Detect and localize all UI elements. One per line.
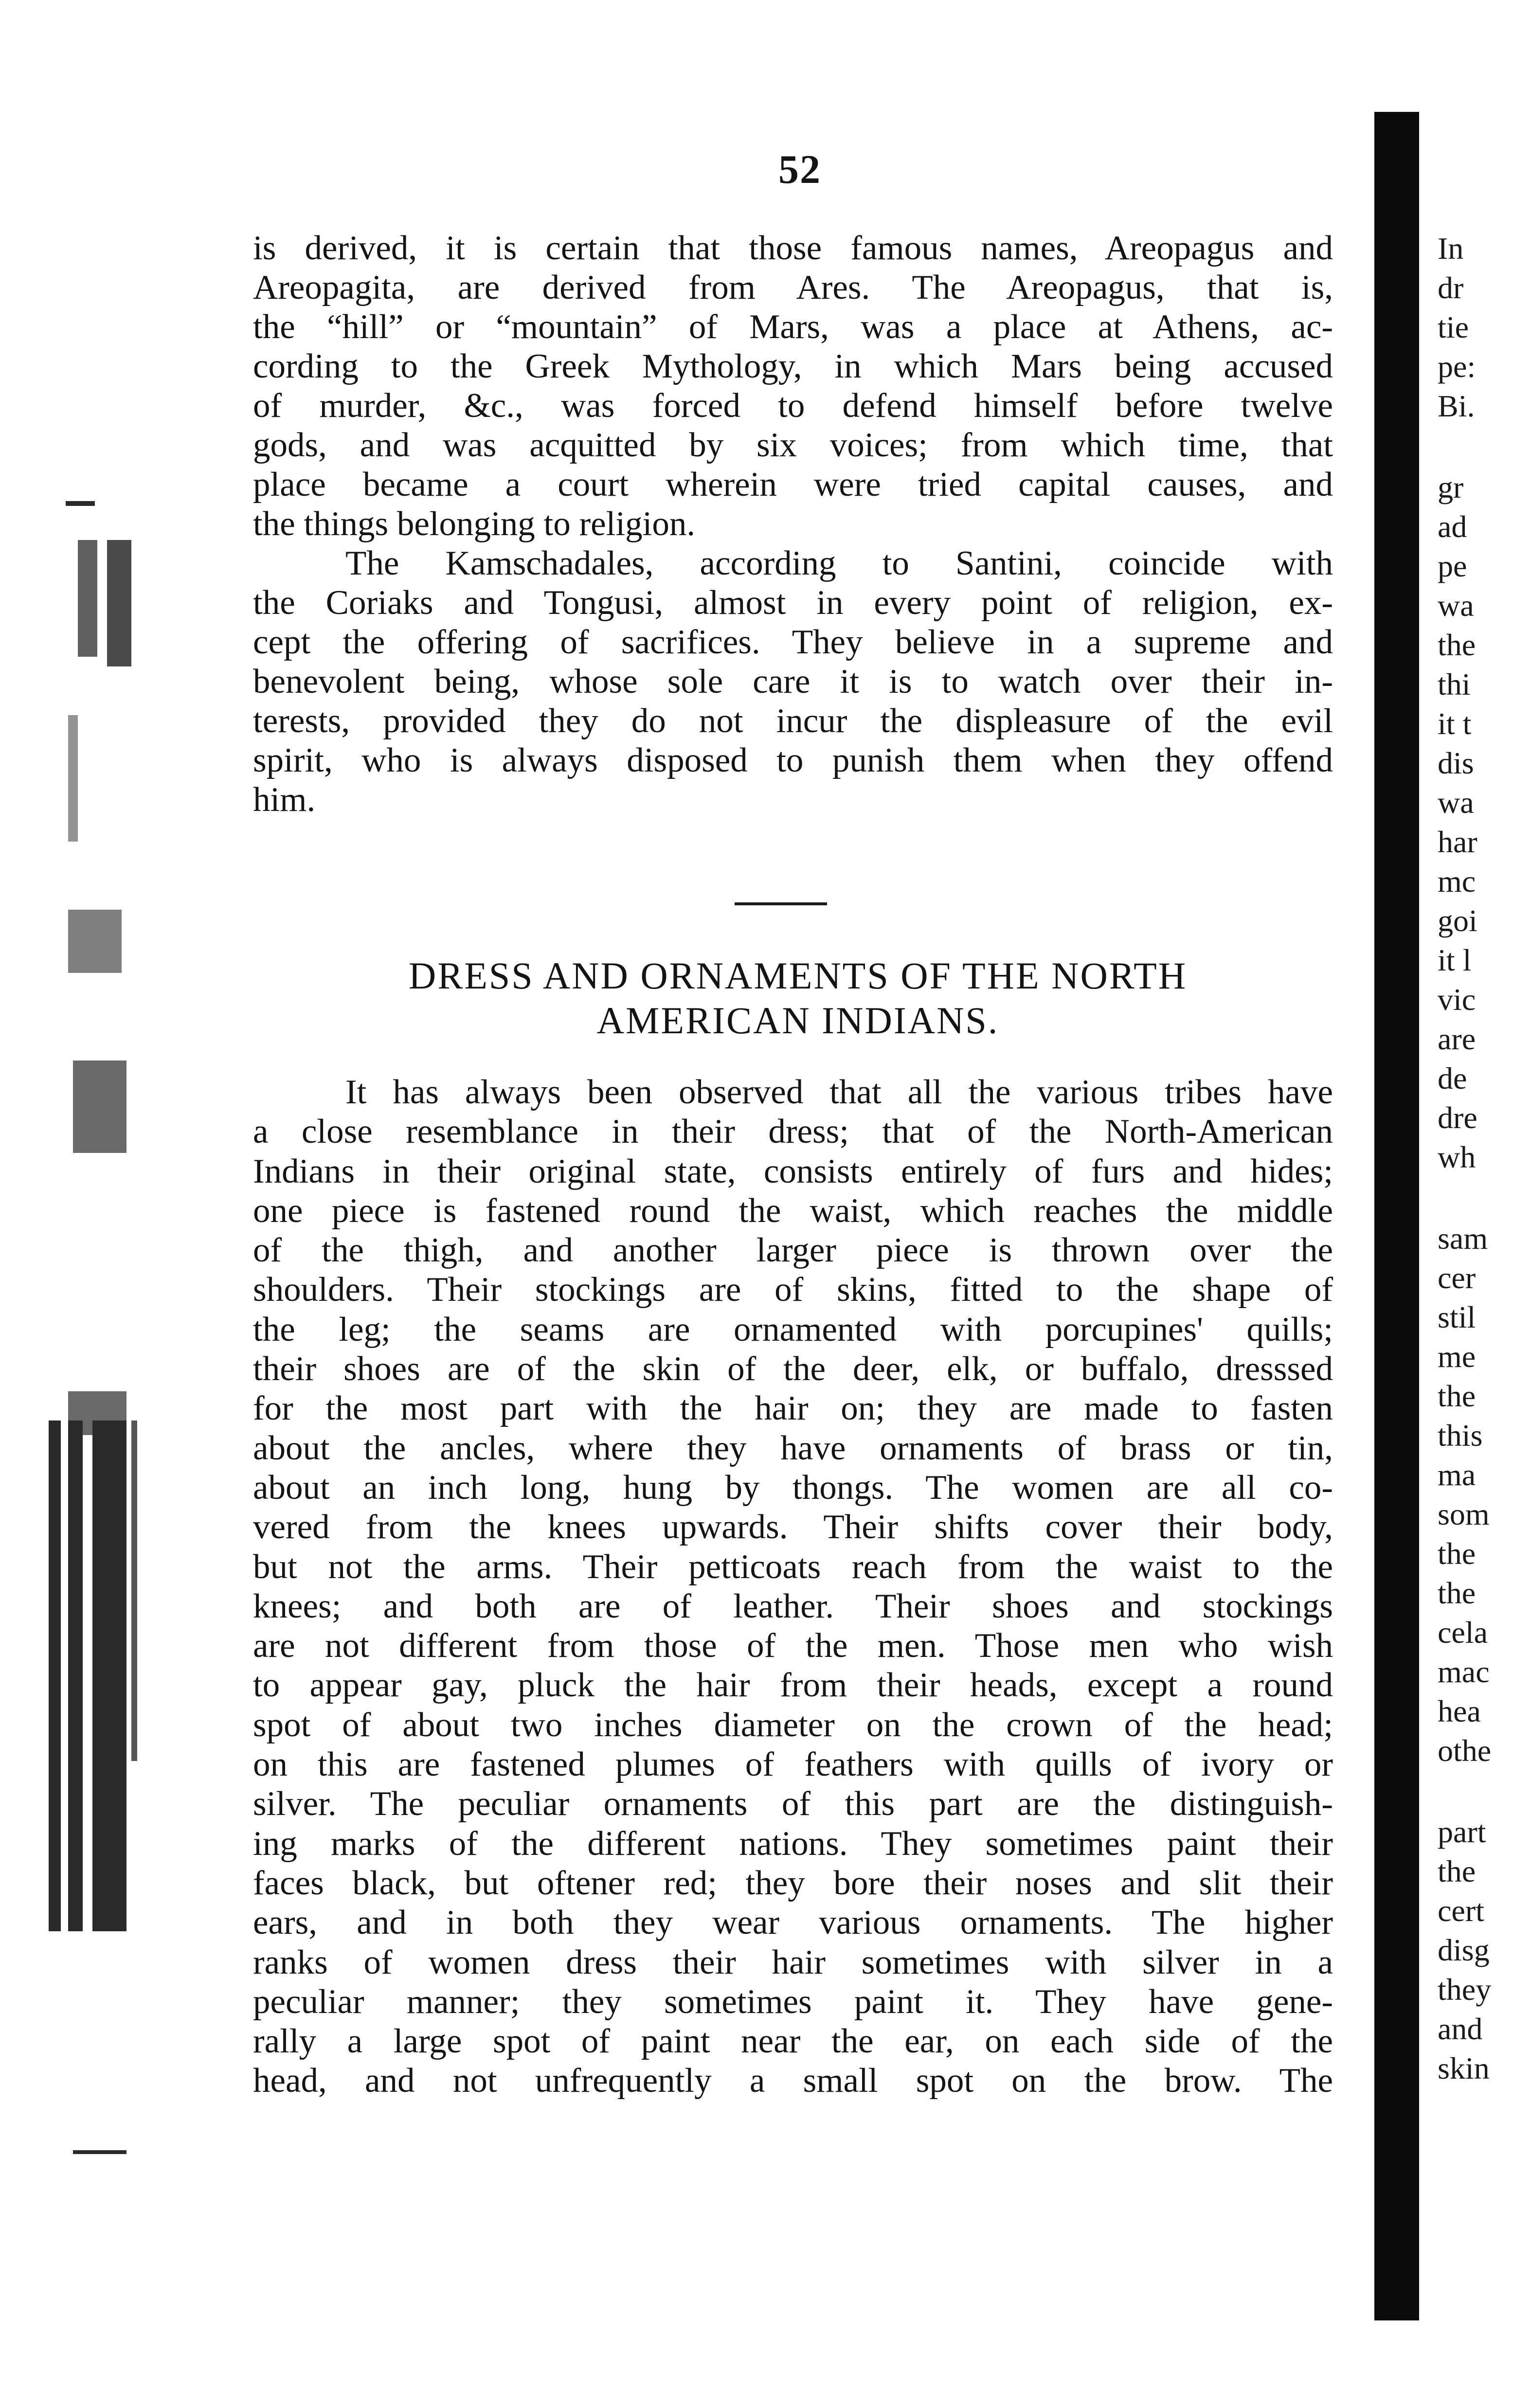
fragment-text: ad <box>1438 509 1467 544</box>
text-line: benevolent being, whose sole care it is to watch over their in- <box>253 663 1333 701</box>
fragment-text: som <box>1438 1497 1490 1531</box>
fragment-text: cert <box>1438 1893 1484 1928</box>
text-line: cept the offering of sacrifices. They believe in a supreme and <box>253 623 1333 661</box>
text-line: him. <box>253 781 316 819</box>
fragment-text: vic <box>1438 982 1476 1017</box>
text-line: spot of about two inches diameter on the crown of the head; <box>253 1706 1333 1744</box>
heading-line: DRESS AND ORNAMENTS OF THE NORTH <box>408 954 1188 997</box>
text-line: on this are fastened plumes of feathers with quills of ivory or <box>253 1745 1333 1784</box>
text-line: spirit, who is always disposed to punish them when they offend <box>253 741 1333 779</box>
fragment-text: Bi. <box>1438 389 1475 423</box>
book-gutter-shadow <box>1374 112 1419 2320</box>
fragment-text: disg <box>1438 1933 1490 1967</box>
text-line: ranks of women dress their hair sometimes with silver in a <box>253 1943 1333 1981</box>
section-divider-rule <box>735 902 827 905</box>
fragment-text: dre <box>1438 1100 1477 1135</box>
text-line: The Kamschadales, according to Santini, coincide with <box>345 544 1333 582</box>
text-line: knees; and both are of leather. Their shoes and stockings <box>253 1587 1333 1625</box>
fragment-text: cer <box>1438 1260 1476 1295</box>
text-line: cording to the Greek Mythology, in which Mars being accused <box>253 347 1333 385</box>
text-line: about the ancles, where they have ornaments of brass or tin, <box>253 1429 1333 1467</box>
section-heading <box>311 953 1284 1043</box>
text-line: of murder, &c., was forced to defend himself before twelve <box>253 387 1333 425</box>
text-line: ing marks of the different nations. They sometimes paint their <box>253 1824 1333 1863</box>
fragment-text: mc <box>1438 864 1476 899</box>
fragment-text: tie <box>1438 310 1469 344</box>
text-line: rally a large spot of paint near the ear, on each side of the <box>253 2022 1333 2061</box>
fragment-text: dis <box>1438 746 1474 780</box>
fragment-text: are <box>1438 1022 1476 1056</box>
fragment-text: sam <box>1438 1221 1488 1256</box>
fragment-text: har <box>1438 825 1477 859</box>
fragment-text: the <box>1438 1536 1476 1571</box>
text-line: but not the arms. Their petticoats reach from the waist to the <box>253 1547 1333 1586</box>
fragment-text: part <box>1438 1815 1486 1849</box>
fragment-text: the <box>1438 628 1476 662</box>
facing-page-fragment <box>1438 229 1513 2088</box>
text-line: to appear gay, pluck the hair from their heads, except a round <box>253 1666 1333 1705</box>
fragment-text: it l <box>1438 943 1472 977</box>
fragment-text: pe: <box>1438 349 1476 384</box>
body-text-section <box>253 1073 1333 2101</box>
fragment-text: mac <box>1438 1654 1490 1689</box>
text-line: the things belonging to religion. <box>253 505 696 543</box>
fragment-text: thi <box>1438 667 1471 701</box>
text-line: ears, and in both they wear various ornaments. The higher <box>253 1904 1333 1942</box>
text-line: are not different from those of the men. Those men who wish <box>253 1627 1333 1665</box>
fragment-text: it t <box>1438 706 1472 741</box>
fragment-text: they <box>1438 1972 1492 2007</box>
fragment-text: de <box>1438 1061 1467 1096</box>
text-line: for the most part with the hair on; they are made to fasten <box>253 1389 1333 1428</box>
fragment-text: the <box>1438 1379 1476 1413</box>
text-line: gods, and was acquitted by six voices; from which time, that <box>253 426 1333 464</box>
fragment-text: wa <box>1438 588 1474 623</box>
fragment-text: the <box>1438 1576 1476 1610</box>
fragment-text: cela <box>1438 1615 1488 1650</box>
fragment-text: goi <box>1438 903 1477 938</box>
text-line: a close resemblance in their dress; that of the North-American <box>253 1113 1333 1151</box>
fragment-text: ma <box>1438 1457 1476 1492</box>
text-line: shoulders. Their stockings are of skins, fitted to the shape of <box>253 1271 1333 1309</box>
text-line: faces black, but oftener red; they bore their noses and slit their <box>253 1864 1333 1902</box>
left-margin-bleed-through <box>0 0 161 2408</box>
text-line: about an inch long, hung by thongs. The women are all co- <box>253 1468 1333 1507</box>
fragment-text: wh <box>1438 1140 1476 1174</box>
fragment-text: me <box>1438 1339 1476 1374</box>
fragment-text: skin <box>1438 2051 1490 2085</box>
text-line: Indians in their original state, consists entirely of furs and hides; <box>253 1152 1333 1190</box>
text-line: terests, provided they do not incur the displeasure of the evil <box>253 702 1333 740</box>
fragment-text: dr <box>1438 270 1464 305</box>
page-number: 52 <box>778 147 821 192</box>
fragment-text: wa <box>1438 785 1474 820</box>
fragment-text: In <box>1438 231 1464 266</box>
fragment-text: this <box>1438 1418 1483 1453</box>
text-line: is derived, it is certain that those famous names, Areopagus and <box>253 229 1333 267</box>
fragment-text: and <box>1438 2012 1483 2046</box>
text-line: It has always been observed that all the various tribes have <box>345 1073 1333 1111</box>
text-line: one piece is fastened round the waist, which reaches the middle <box>253 1191 1333 1230</box>
text-line: their shoes are of the skin of the deer, elk, or buffalo, dresssed <box>253 1350 1333 1388</box>
text-line: peculiar manner; they sometimes paint it. They have gene- <box>253 1982 1333 2021</box>
fragment-text: hea <box>1438 1694 1481 1728</box>
text-line: of the thigh, and another larger piece is thrown over the <box>253 1231 1333 1270</box>
text-line: the Coriaks and Tongusi, almost in every point of religion, ex- <box>253 584 1333 622</box>
fragment-text: stil <box>1438 1300 1476 1334</box>
heading-line: AMERICAN INDIANS. <box>596 999 999 1042</box>
fragment-text: the <box>1438 1854 1476 1888</box>
text-line: head, and not unfrequently a small spot on the brow. The <box>253 2062 1333 2100</box>
text-line: the leg; the seams are ornamented with porcupines' quills; <box>253 1310 1333 1348</box>
fragment-text: pe <box>1438 549 1467 583</box>
text-line: vered from the knees upwards. Their shifts cover their body, <box>253 1508 1333 1546</box>
fragment-text: gr <box>1438 470 1464 504</box>
text-line: the “hill” or “mountain” of Mars, was a place at Athens, ac- <box>253 308 1333 346</box>
body-text-top <box>253 229 1333 820</box>
text-line: Areopagita, are derived from Ares. The Areopagus, that is, <box>253 269 1333 306</box>
text-line: place became a court wherein were tried capital causes, and <box>253 466 1333 503</box>
text-line: silver. The peculiar ornaments of this part are the distinguish- <box>253 1785 1333 1823</box>
fragment-text: othe <box>1438 1733 1492 1768</box>
